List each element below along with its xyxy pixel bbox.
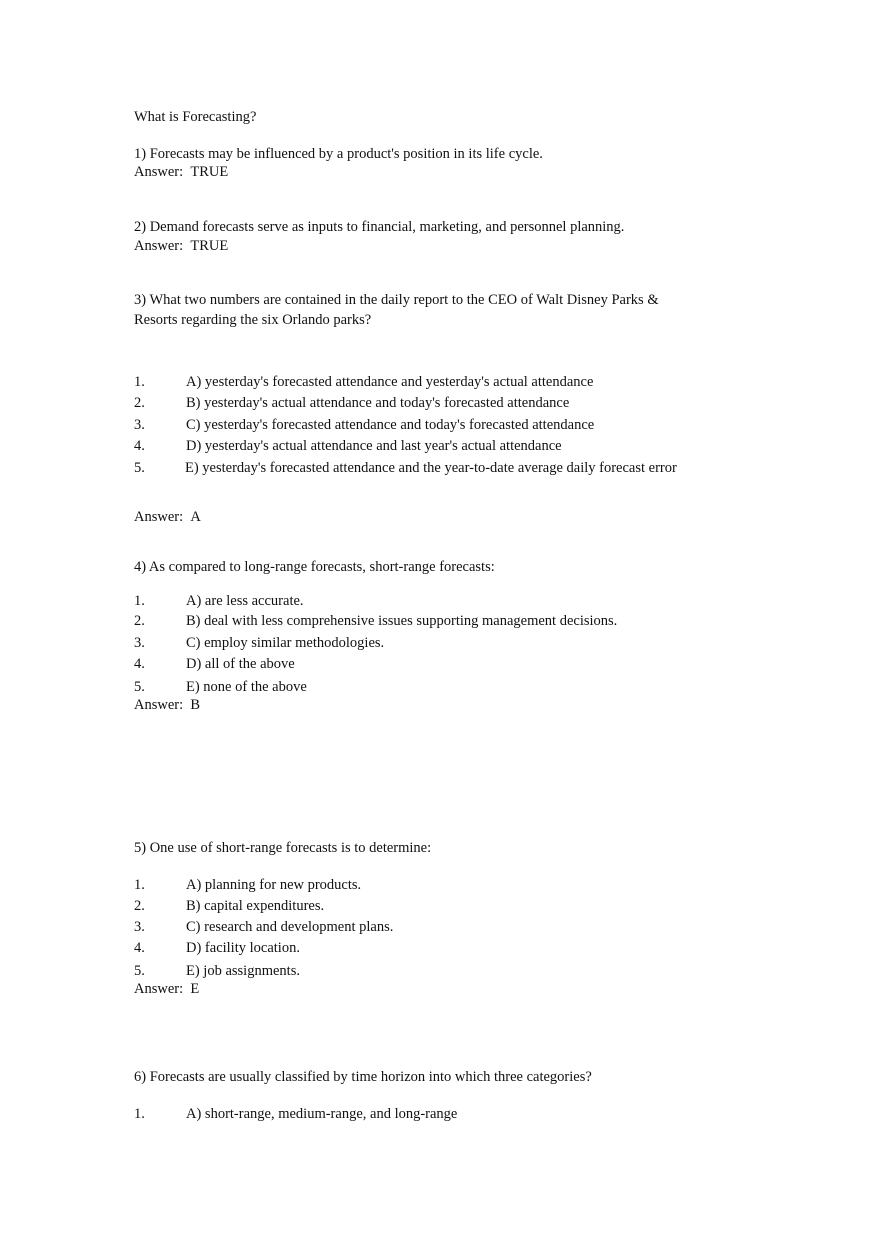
answer-value: TRUE	[190, 164, 229, 180]
option-text: D) all of the above	[186, 656, 295, 672]
option-number: 5.	[134, 460, 145, 476]
option-text: B) deal with less comprehensive issues supporting management decisions.	[186, 613, 618, 629]
question-1-text: 1) Forecasts may be influenced by a product's position in its life cycle.	[134, 146, 543, 162]
option-text: A) are less accurate.	[186, 593, 304, 609]
question-4-text: 4) As compared to long-range forecasts, short-range forecasts:	[134, 559, 495, 575]
option-number: 1.	[134, 1106, 145, 1122]
option-number: 1.	[134, 877, 145, 893]
option-text: B) yesterday's actual attendance and today's forecasted attendance	[186, 395, 570, 411]
question-1-answer	[134, 163, 228, 181]
question-2-text: 2) Demand forecasts serve as inputs to financial, marketing, and personnel planning.	[134, 219, 625, 235]
option-text: C) research and development plans.	[186, 919, 394, 935]
option-text: A) yesterday's forecasted attendance and yesterday's actual attendance	[186, 374, 594, 390]
answer-value: TRUE	[190, 238, 229, 254]
option-number: 2.	[134, 898, 145, 914]
option-text: E) job assignments.	[186, 963, 300, 979]
option-text: C) yesterday's forecasted attendance and today's forecasted attendance	[186, 417, 595, 433]
answer-value: A	[190, 509, 201, 525]
option-number: 3.	[134, 919, 145, 935]
question-3-answer	[134, 508, 201, 526]
option-text: D) facility location.	[186, 940, 300, 956]
option-number: 1.	[134, 374, 145, 390]
option-text: A) planning for new products.	[186, 877, 362, 893]
option-text: E) yesterday's forecasted attendance and the year-to-date average daily forecast error	[185, 460, 677, 476]
question-3-text: 3) What two numbers are contained in the daily report to the CEO of Walt Disney Parks & Resorts regarding the six Orlando parks?	[134, 292, 659, 328]
option-number: 3.	[134, 635, 145, 651]
answer-value: E	[190, 981, 200, 997]
option-text: D) yesterday's actual attendance and last year's actual attendance	[186, 438, 562, 454]
option-text: B) capital expenditures.	[186, 898, 325, 914]
option-number: 2.	[134, 395, 145, 411]
question-2-answer	[134, 237, 228, 255]
option-number: 2.	[134, 613, 145, 629]
option-number: 4.	[134, 940, 145, 956]
question-5-text: 5) One use of short-range forecasts is to determine:	[134, 840, 432, 856]
question-6-text: 6) Forecasts are usually classified by time horizon into which three categories?	[134, 1069, 592, 1085]
answer-label: Answer:	[134, 238, 184, 254]
question-5-answer	[134, 980, 199, 998]
page-title: What is Forecasting?	[134, 109, 257, 125]
option-number: 5.	[134, 679, 145, 695]
option-number: 4.	[134, 656, 145, 672]
option-number: 5.	[134, 963, 145, 979]
option-text: E) none of the above	[186, 679, 307, 695]
answer-label: Answer:	[134, 981, 184, 997]
answer-label: Answer:	[134, 164, 184, 180]
option-number: 3.	[134, 417, 145, 433]
option-number: 1.	[134, 593, 145, 609]
answer-label: Answer:	[134, 697, 184, 713]
question-4-answer	[134, 696, 200, 714]
answer-value: B	[190, 697, 201, 713]
option-text: C) employ similar methodologies.	[186, 635, 385, 651]
option-text: A) short-range, medium-range, and long-range	[186, 1106, 458, 1122]
answer-label: Answer:	[134, 509, 184, 525]
option-number: 4.	[134, 438, 145, 454]
